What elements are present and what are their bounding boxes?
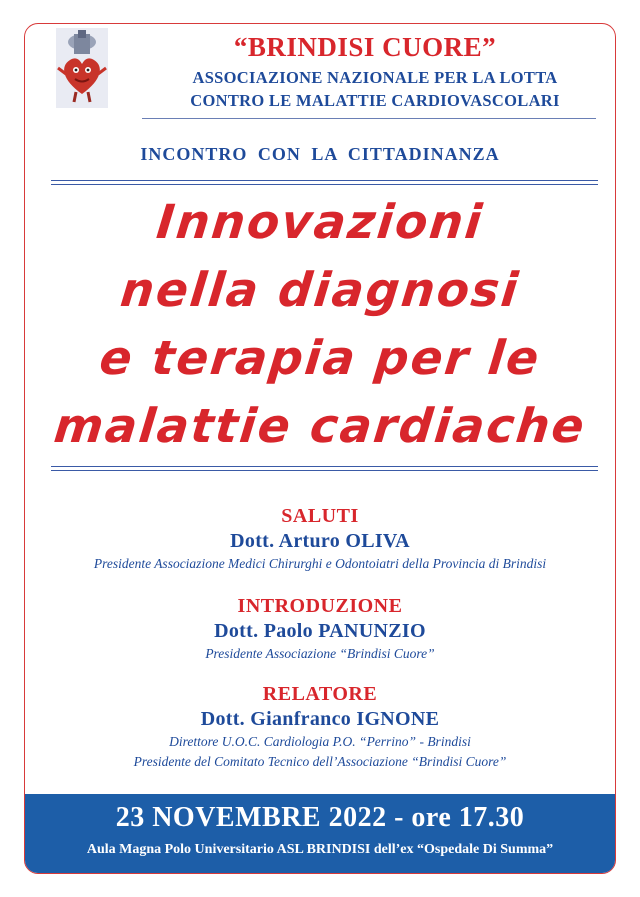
- association-name: “BRINDISI CUORE”: [233, 32, 497, 62]
- event-date-time: 23 NOVEMBRE 2022 - ore 17.30: [115, 802, 525, 833]
- speaker-role: Presidente Associazione Medici Chirurghi e Odontoiatri della Provincia di Brindisi: [93, 556, 547, 571]
- event-type: INCONTRO CON LA CITTADINANZA: [140, 144, 500, 164]
- speaker-role: Presidente Associazione “Brindisi Cuore”: [205, 646, 435, 661]
- poster-frame: [24, 23, 616, 874]
- date-venue-banner: [25, 794, 615, 873]
- event-venue: Aula Magna Polo Universitario ASL BRINDISI dell’ex “Ospedale Di Summa”: [86, 842, 554, 857]
- title-divider-top: [51, 180, 598, 185]
- association-subtitle-line1: ASSOCIAZIONE NAZIONALE PER LA LOTTA: [192, 68, 558, 87]
- speaker-role-line1: Direttore U.O.C. Cardiologia P.O. “Perrino” - Brindisi: [169, 734, 471, 749]
- association-subtitle-line2: CONTRO LE MALATTIE CARDIOVASCOLARI: [190, 91, 560, 110]
- event-title: [25, 189, 615, 461]
- title-divider-bottom: [51, 466, 598, 471]
- event-title-line: malattie cardiache: [51, 399, 589, 454]
- section-heading: INTRODUZIONE: [237, 595, 403, 617]
- section-saluti: [25, 504, 615, 574]
- section-heading: RELATORE: [262, 683, 378, 705]
- speaker-name: Dott. Arturo OLIVA: [230, 530, 410, 552]
- event-title-line: Innovazioni: [153, 195, 487, 250]
- header-divider: [142, 118, 596, 119]
- section-heading: SALUTI: [281, 505, 359, 527]
- speaker-name: Dott. Paolo PANUNZIO: [214, 620, 426, 642]
- event-title-line: nella diagnosi: [117, 263, 523, 318]
- section-introduzione: [25, 594, 615, 664]
- heart-logo-icon: [52, 28, 112, 108]
- speaker-name: Dott. Gianfranco IGNONE: [200, 708, 440, 730]
- speaker-role-line2: Presidente del Comitato Tecnico dell’Associazione “Brindisi Cuore”: [133, 754, 507, 769]
- event-title-line: e terapia per le: [96, 331, 544, 386]
- section-relatore: [25, 682, 615, 772]
